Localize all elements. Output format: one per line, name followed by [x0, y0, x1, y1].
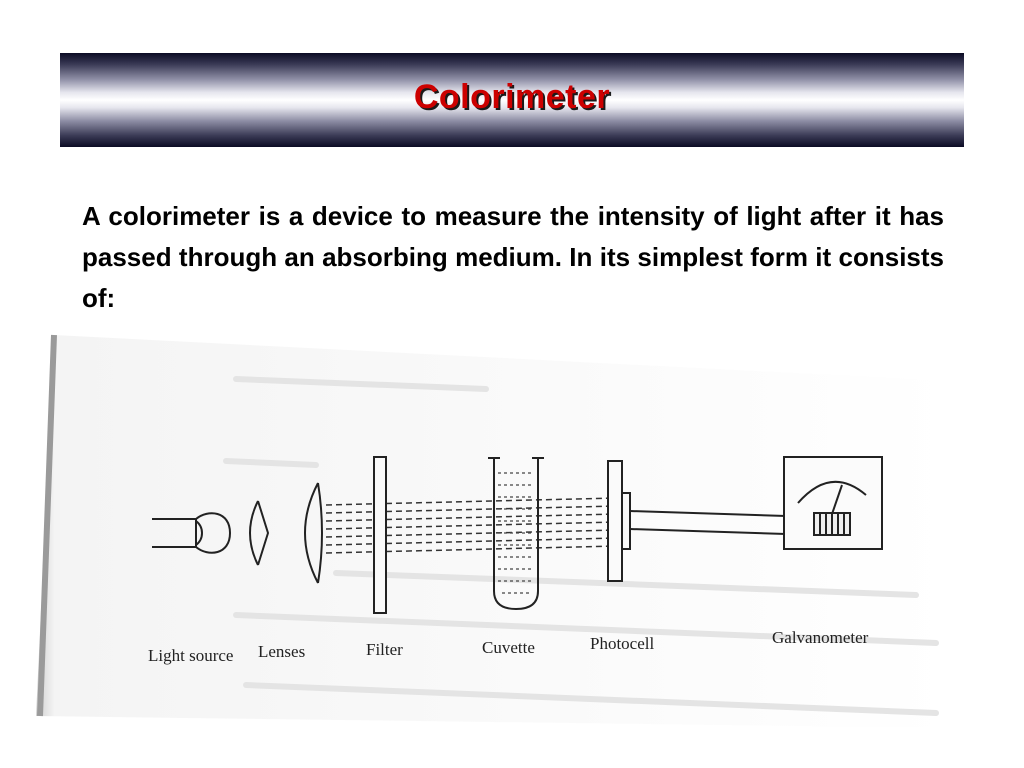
- slide-body-text: A colorimeter is a device to measure the intensity of light after it has passed through an absorbing medium. In its simplest form it consists of:: [82, 201, 944, 313]
- label-photocell: Photocell: [590, 634, 655, 653]
- filter-icon: [374, 457, 386, 613]
- label-light-source: Light source: [148, 646, 234, 665]
- slide-title: Colorimeter: [413, 77, 611, 116]
- label-lenses: Lenses: [258, 642, 306, 661]
- label-cuvette: Cuvette: [482, 638, 535, 657]
- colorimeter-diagram: [36, 333, 952, 728]
- diagram-svg: [36, 333, 952, 728]
- label-filter: Filter: [366, 640, 403, 659]
- label-galvanometer: Galvanometer: [772, 628, 869, 647]
- title-bar: [60, 53, 964, 147]
- galvanometer-icon: [784, 457, 882, 549]
